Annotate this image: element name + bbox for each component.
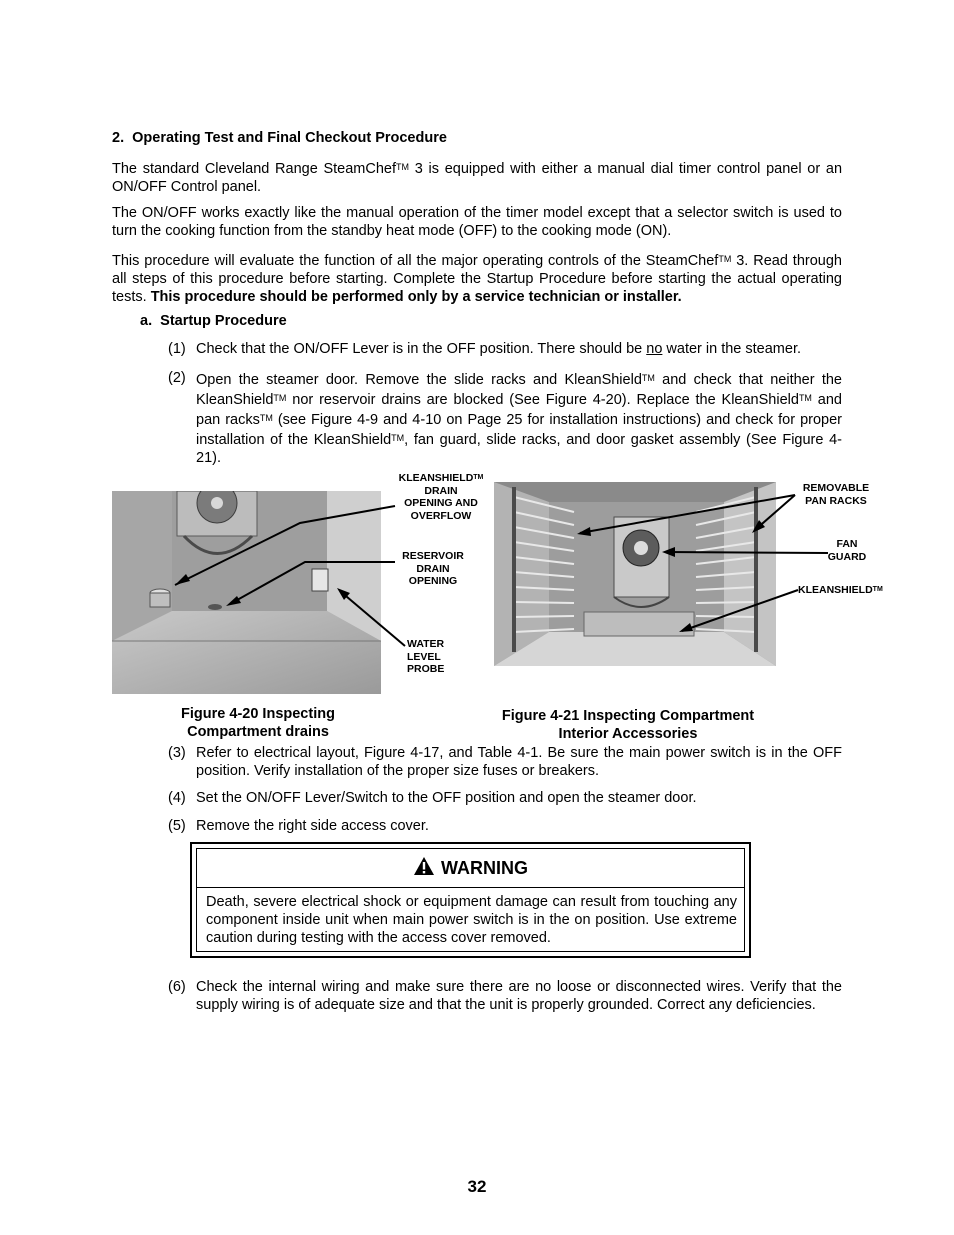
figure-4-21-caption: Figure 4-21 Inspecting Compartment Interior Accessories	[501, 708, 755, 742]
paragraph-onoff: The ON/OFF works exactly like the manual operation of the timer model except that a selector switch is used to turn the cooking function from the standby heat mode (OFF) to the cooking mode (ON).	[112, 205, 842, 239]
label-kleanshield-drain: KLEANSHIELDTM DRAIN OPENING AND OVERFLOW	[398, 472, 484, 522]
section-heading: 2. Operating Test and Final Checkout Procedure	[112, 130, 447, 146]
step-5: (5) Remove the right side access cover.	[168, 818, 429, 834]
label-water-level-probe: WATER LEVEL PROBE	[407, 638, 445, 675]
paragraph-intro: The standard Cleveland Range SteamChef™ 3 is equipped with either a manual dial timer control panel or an ON/OFF Control panel.	[112, 161, 843, 195]
figure-4-20-caption: Figure 4-20 Inspecting Compartment drains	[181, 706, 335, 740]
step-1: (1) Check that the ON/OFF Lever is in the OFF position. There should be no water in the steamer.	[168, 341, 802, 357]
label-reservoir-drain: RESERVOIR DRAIN OPENING	[402, 550, 464, 587]
page-number: 32	[467, 1177, 487, 1196]
warning-title: WARNING	[441, 858, 528, 878]
paragraph-procedure: This procedure will evaluate the function of all the major operating controls of the SteamChef™ 3. Read through all steps of this procedure before starting. Complete the Startup Procedure before starting the actual operating tests. This procedure should be performed only by a service technician or installer.	[112, 253, 842, 305]
step-3: (3) Refer to electrical layout, Figure 4-17, and Table 4-1. Be sure the main power switch is in the OFF position. Verify installation of the proper size fuses or breakers.	[168, 745, 842, 779]
step-2: (2) Open the steamer door. Remove the slide racks and KleanShield™ and check that neither the KleanShield™ nor reservoir drains are blocked (See Figure 4-20). Replace the KleanShield™ and pan racks™ (see Figure 4-9 and 4-10 on Page 25 for installation instructions) and check for proper installation of the KleanShield™, fan guard, slide racks, and door gasket assembly (See Figure 4-21).	[168, 370, 842, 466]
warning-divider	[196, 887, 745, 888]
warning-header	[196, 856, 745, 880]
step-4: (4) Set the ON/OFF Lever/Switch to the OFF position and open the steamer door.	[168, 790, 697, 806]
label-kleanshield: KLEANSHIELDTM	[798, 584, 883, 596]
label-fan-guard: FAN GUARD	[827, 538, 867, 563]
step-6: (6) Check the internal wiring and make sure there are no loose or disconnected wires. Verify that the supply wiring is of adequate size and that the unit is properly grounded. Correct any deficiencies.	[168, 979, 842, 1013]
label-removable-pan-racks: REMOVABLE PAN RACKS	[802, 482, 870, 507]
warning-body: Death, severe electrical shock or equipment damage can result from touching any component inside unit when main power switch is in the on position. Use extreme caution during testing with the access cover removed.	[206, 894, 737, 946]
warning-triangle-icon	[413, 856, 435, 876]
startup-heading: a. Startup Procedure	[140, 313, 287, 329]
